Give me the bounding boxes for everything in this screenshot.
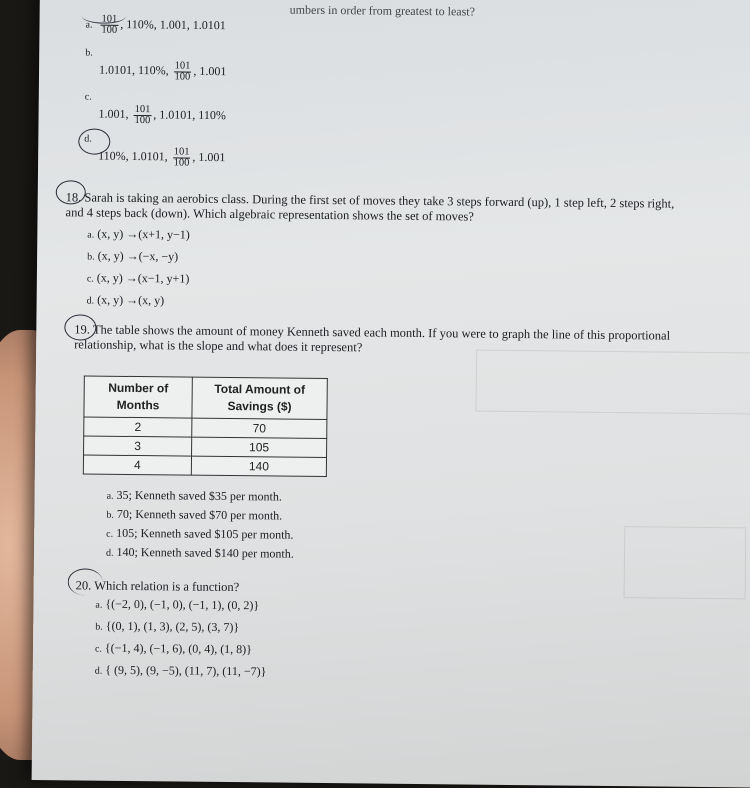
table-cell: 4 — [83, 455, 191, 475]
q19-number-circle — [64, 314, 96, 340]
table-row — [83, 455, 326, 477]
q17-option-a[interactable]: a. $\frac{101}{100}$ , 110%, 1.001, 1.0101 — [85, 13, 226, 36]
table-cell: 3 — [84, 436, 192, 456]
table-header-months: Number of Months — [84, 376, 192, 418]
fraction: $\frac{101}{100}$ — [134, 103, 151, 127]
q20-option-a[interactable]: a. {(−2, 0), (−1, 0), (−1, 1), (0, 2)} — [95, 596, 260, 613]
fraction: $\frac{101}{100}$ — [101, 13, 118, 36]
q17-option-d-circle — [78, 128, 110, 154]
q18-option-b[interactable]: b. (x, y) →(−x, −y) — [87, 248, 179, 264]
q20-option-d[interactable]: d. { (9, 5), (9, −5), (11, 7), (11, −7)} — [94, 662, 267, 679]
question-number: 18. — [65, 190, 82, 205]
fraction: $\frac{101}{100}$ — [173, 146, 190, 169]
q17-option-a-circle — [82, 8, 126, 23]
q18-number-circle — [56, 180, 86, 204]
table-cell: 2 — [84, 417, 192, 437]
q18-option-d[interactable]: d. (x, y) →(x, y) — [86, 292, 165, 308]
q19-option-b[interactable]: b. 70; Kenneth saved $70 per month. — [106, 506, 283, 523]
option-letter: a. — [85, 19, 93, 31]
fraction: $\frac{101}{100}$ — [174, 60, 191, 83]
option-letter: b. — [85, 47, 93, 59]
q18-option-a[interactable]: a. (x, y) →(x+1, y−1) — [87, 226, 190, 242]
table-header-row — [84, 376, 327, 420]
q20-option-b[interactable]: b. {(0, 1), (1, 3), (2, 5), (3, 7)} — [95, 618, 240, 635]
bleed-through-table — [476, 350, 750, 415]
table-row — [84, 417, 327, 439]
table-cell: 105 — [192, 437, 327, 457]
q17-option-b[interactable]: $^{b.}$ 1.0101, 110%, $\frac{101}{100}$ , 1.001 — [85, 47, 227, 83]
q18-prompt: 18. Sarah is taking an aerobics class. During the first set of moves they take 3 steps forward (up), 1 step left, 2 steps right, and 4 steps back (down). Which algebraic representation shows the set of moves? — [65, 190, 675, 224]
option-letter: d. — [84, 133, 92, 145]
table-cell: 70 — [192, 418, 327, 438]
q17-prompt-fragment: umbers in order from greatest to least? — [289, 2, 476, 19]
savings-table — [83, 375, 328, 477]
table-cell: 140 — [191, 456, 326, 476]
q19-option-c[interactable]: c. 105; Kenneth saved $105 per month. — [106, 525, 294, 542]
q19-option-a[interactable]: a. 35; Kenneth saved $35 per month. — [106, 487, 282, 504]
q17-option-c[interactable]: c. 1.001, $\frac{101}{100}$ , 1.0101, 110% — [84, 91, 226, 127]
q17-option-d[interactable]: d. 110%, 1.0101, $\frac{101}{100}$ , 1.001 — [84, 133, 226, 169]
table-header-savings: Total Amount of Savings ($) — [192, 377, 327, 419]
q20-prompt: 20. Which relation is a function? — [75, 578, 240, 595]
option-letter: c. — [84, 91, 92, 103]
bleed-through-box — [624, 526, 747, 599]
q18-option-c[interactable]: c. (x, y) →(x−1, y+1) — [86, 270, 190, 286]
question-number: 19. — [74, 322, 91, 337]
q19-option-d[interactable]: d. 140; Kenneth saved $140 per month. — [105, 544, 294, 561]
question-number: 20. — [75, 578, 92, 593]
q20-option-c[interactable]: c. {(−1, 4), (−1, 6), (0, 4), (1, 8)} — [94, 640, 253, 657]
table-row — [84, 436, 327, 458]
q19-prompt: 19. The table shows the amount of money Kenneth saved each month. If you were to graph the line of this proportional relationship, what is the slope and what does it represent? — [74, 322, 671, 355]
worksheet-page — [32, 0, 750, 787]
q20-number-circle — [68, 568, 103, 595]
